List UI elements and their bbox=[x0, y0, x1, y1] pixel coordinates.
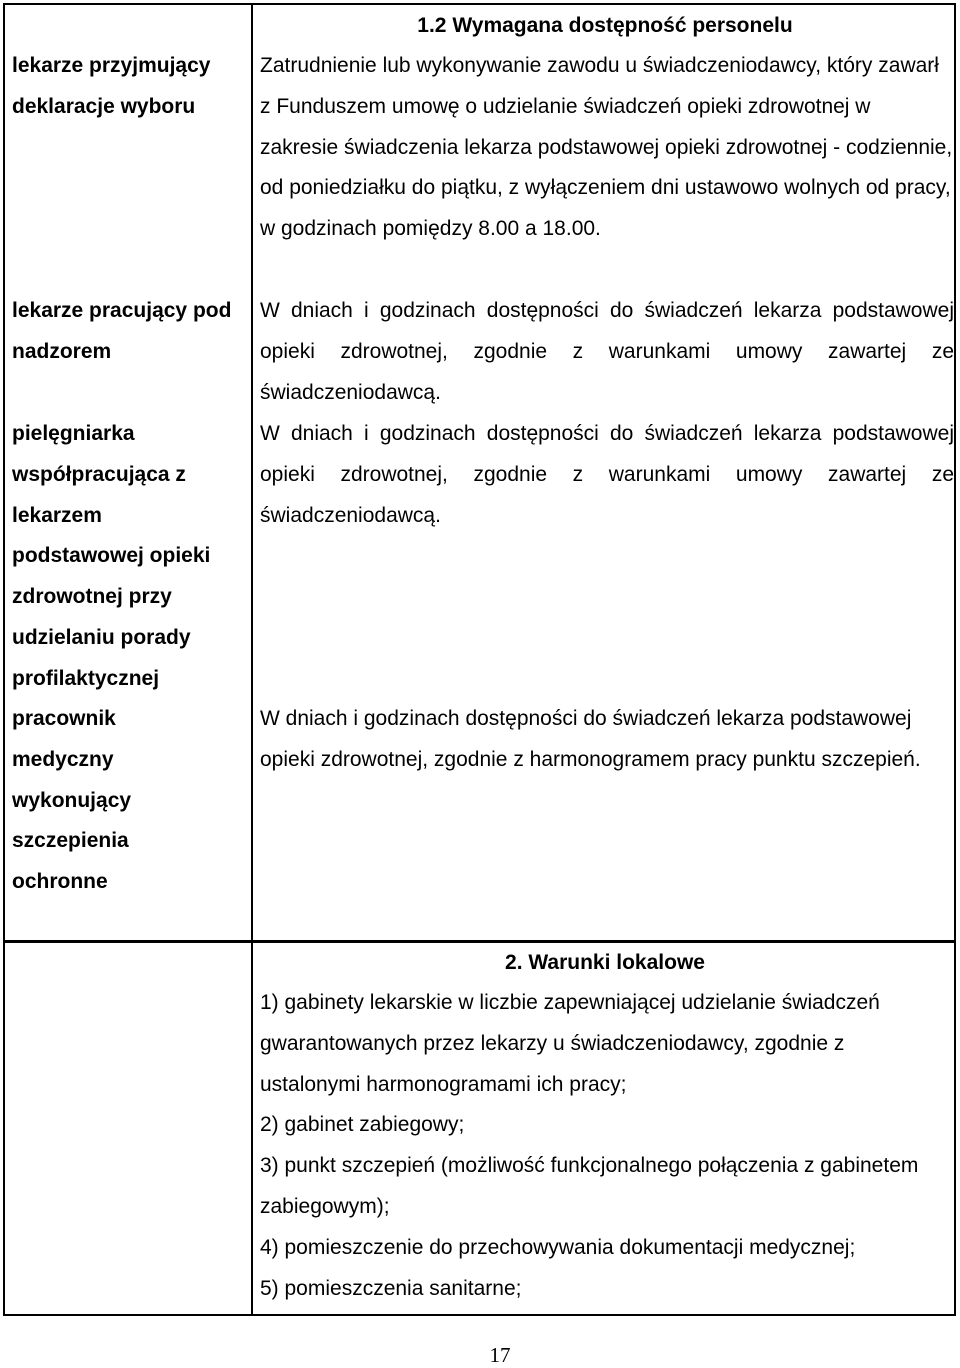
list-item: 2) gabinet zabiegowy; bbox=[260, 1113, 465, 1137]
local-conditions-list bbox=[260, 983, 940, 1309]
row-role-2: lekarze pracujący pod nadzorem bbox=[12, 299, 232, 363]
column-divider bbox=[251, 942, 253, 1314]
column-divider bbox=[251, 5, 253, 941]
list-item: 4) pomieszczenie do przechowywania dokumentacji medycznej; bbox=[260, 1235, 856, 1259]
page-number: 17 bbox=[489, 1343, 511, 1367]
local-conditions-title: 2. Warunki lokalowe bbox=[505, 951, 705, 974]
list-item: 1) gabinety lekarskie w liczbie zapewniającej udzielanie świadczeń gwarantowanych przez lekarzy u świadczeniodawcy, zgodnie z ustalonymi harmonogramami ich pracy; bbox=[260, 991, 880, 1096]
row-availability-1: Zatrudnienie lub wykonywanie zawodu u świadczeniodawcy, który zawarł z Funduszem umowę o udzielanie świadczeń opieki zdrowotnej w zakresie świadczenia lekarza podstawowej opieki zdrowotnej - codziennie, od poniedziałku do piątku, z wyłączeniem dni ustawowo wolnych od pracy, w godzinach pomiędzy 8.00 a 18.00. bbox=[260, 54, 953, 241]
local-conditions-table bbox=[3, 940, 956, 1316]
row-role-1: lekarze przyjmujący deklaracje wyboru bbox=[12, 54, 211, 118]
row-availability-2: W dniach i godzinach dostępności do świadczeń lekarza podstawowej opieki zdrowotnej, zgodnie z warunkami umowy zawartej ze świadczeniodawcą. bbox=[260, 299, 954, 404]
row-role-4: pracownik medyczny wykonujący szczepienia ochronne bbox=[12, 707, 132, 894]
list-item: 5) pomieszczenia sanitarne; bbox=[260, 1276, 522, 1300]
section-title: 1.2 Wymagana dostępność personelu bbox=[417, 14, 793, 37]
list-item: 3) punkt szczepień (możliwość funkcjonalnego połączenia z gabinetem zabiegowym); bbox=[260, 1154, 919, 1218]
row-availability-4: W dniach i godzinach dostępności do świadczeń lekarza podstawowej opieki zdrowotnej, zgodnie z harmonogramem pracy punktu szczepień. bbox=[260, 707, 921, 771]
staff-availability-table bbox=[3, 3, 956, 943]
row-role-3: pielęgniarka współpracująca z lekarzem podstawowej opieki zdrowotnej przy udzielaniu porady profilaktycznej bbox=[12, 422, 211, 690]
row-availability-3: W dniach i godzinach dostępności do świadczeń lekarza podstawowej opieki zdrowotnej, zgodnie z warunkami umowy zawartej ze świadczeniodawcą. bbox=[260, 422, 954, 527]
